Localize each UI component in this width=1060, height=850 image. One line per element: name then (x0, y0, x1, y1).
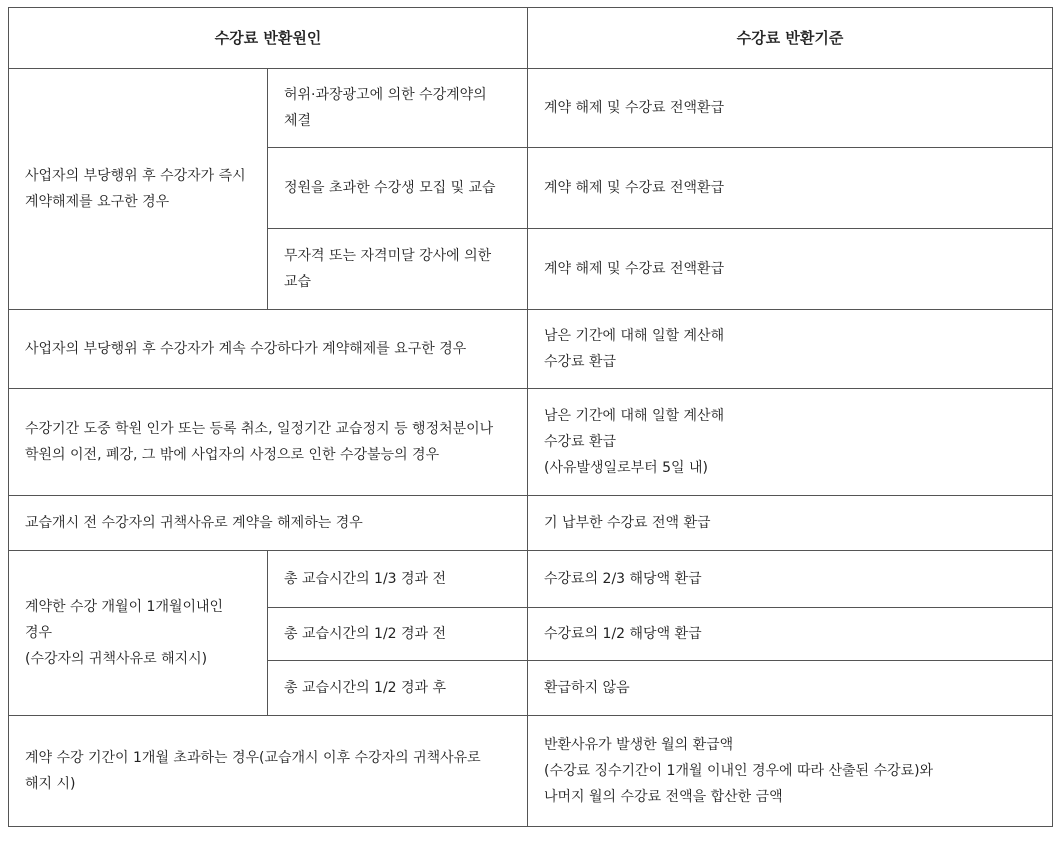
table-row (9, 551, 1053, 608)
table-row (9, 69, 1053, 148)
group1-standard-1: 계약 해제 및 수강료 전액환급 (528, 69, 1053, 148)
refund-table (8, 7, 1053, 827)
cause-before-start: 교습개시 전 수강자의 귀책사유로 계약을 해제하는 경우 (9, 496, 528, 551)
standard-over-one-month: 반환사유가 발생한 월의 환급액 (수강료 징수기간이 1개월 이내인 경우에 따라 산출된 수강료)와 나머지 월의 수강료 전액을 합산한 금액 (528, 716, 1053, 827)
group2-standard-3: 환급하지 않음 (528, 661, 1053, 716)
group1-sub-cause-1: 허위·과장광고에 의한 수강계약의 체결 (268, 69, 528, 148)
group2-sub-cause-1: 총 교습시간의 1/3 경과 전 (268, 551, 528, 608)
table-row (9, 389, 1053, 496)
group2-sub-cause-2: 총 교습시간의 1/2 경과 전 (268, 608, 528, 661)
group1-standard-3: 계약 해제 및 수강료 전액환급 (528, 229, 1053, 310)
group2-standard-2: 수강료의 1/2 해당액 환급 (528, 608, 1053, 661)
standard-continued-study: 남은 기간에 대해 일할 계산해 수강료 환급 (528, 310, 1053, 389)
table-header-row (9, 8, 1053, 69)
header-standard: 수강료 반환기준 (528, 8, 1053, 69)
cause-over-one-month: 계약 수강 기간이 1개월 초과하는 경우(교습개시 이후 수강자의 귀책사유로 해지 시) (9, 716, 528, 827)
cause-continued-study: 사업자의 부당행위 후 수강자가 계속 수강하다가 계약해제를 요구한 경우 (9, 310, 528, 389)
table-row (9, 496, 1053, 551)
group2-standard-1: 수강료의 2/3 해당액 환급 (528, 551, 1053, 608)
group1-main-cause: 사업자의 부당행위 후 수강자가 즉시 계약해제를 요구한 경우 (9, 69, 268, 310)
table-row (9, 310, 1053, 389)
standard-before-start: 기 납부한 수강료 전액 환급 (528, 496, 1053, 551)
group1-sub-cause-2: 정원을 초과한 수강생 모집 및 교습 (268, 148, 528, 229)
header-cause: 수강료 반환원인 (9, 8, 528, 69)
group1-sub-cause-3: 무자격 또는 자격미달 강사에 의한 교습 (268, 229, 528, 310)
group2-main-cause: 계약한 수강 개월이 1개월이내인 경우 (수강자의 귀책사유로 해지시) (9, 551, 268, 716)
group1-standard-2: 계약 해제 및 수강료 전액환급 (528, 148, 1053, 229)
cause-inability: 수강기간 도중 학원 인가 또는 등록 취소, 일정기간 교습정지 등 행정처분이나 학원의 이전, 폐강, 그 밖에 사업자의 사정으로 인한 수강불능의 경우 (9, 389, 528, 496)
table-row (9, 716, 1053, 827)
standard-inability: 남은 기간에 대해 일할 계산해 수강료 환급 (사유발생일로부터 5일 내) (528, 389, 1053, 496)
group2-sub-cause-3: 총 교습시간의 1/2 경과 후 (268, 661, 528, 716)
